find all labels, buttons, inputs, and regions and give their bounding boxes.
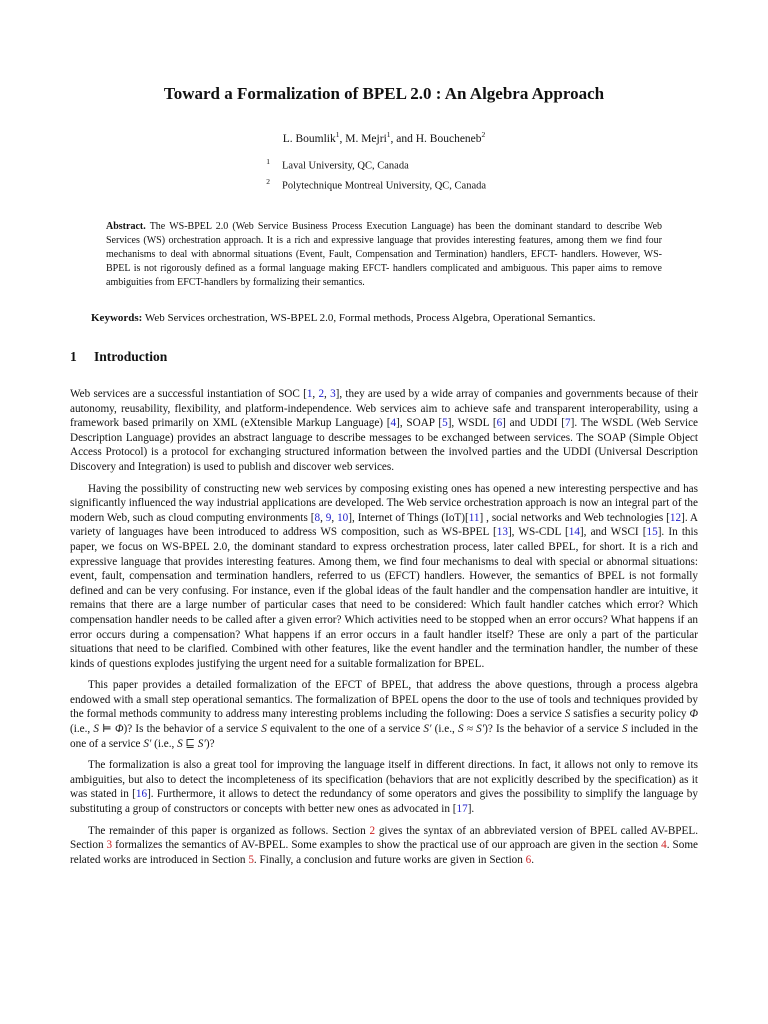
body-text: , — [324, 388, 331, 400]
citation-link[interactable]: 7 — [565, 417, 571, 430]
body-text: ] and UDDI [ — [502, 417, 566, 430]
section-link[interactable]: 6 — [525, 853, 532, 866]
author-list — [0, 130, 768, 145]
body-text: (i.e., — [70, 723, 94, 736]
paper-title: Toward a Formalization of BPEL 2.0 : An Algebra Approach — [163, 84, 605, 103]
body-text: , — [320, 511, 326, 524]
affiliation — [264, 174, 486, 194]
section-link[interactable]: 5 — [248, 853, 254, 866]
body-text: included in the one of a service — [70, 723, 698, 750]
body-text: )? Is the behavior of a service — [484, 723, 622, 736]
body-paragraph — [70, 678, 698, 751]
citation-link[interactable]: 17 — [456, 803, 468, 816]
math-symbol: S — [621, 723, 628, 736]
body-text: satisfies a security policy — [570, 708, 690, 721]
affiliation-mark: 2 — [266, 176, 270, 186]
abstract-label: Abstract. — [106, 221, 146, 232]
body-text: )? — [205, 737, 215, 750]
math-symbol: S — [261, 723, 267, 736]
body-text: ]. — [467, 803, 475, 816]
body-text: ], Internet of Things (IoT)[ — [348, 511, 469, 524]
body-text: . Finally, a conclusion and future works are given in Section — [253, 853, 526, 866]
keywords — [91, 312, 596, 324]
body-paragraph — [70, 824, 698, 868]
body-text: ], SOAP [ — [396, 417, 443, 430]
author-affiliation-mark: 1 — [335, 130, 340, 139]
citation-link[interactable]: 8 — [314, 511, 321, 524]
body-text: (i.e., — [151, 737, 178, 750]
affiliation-mark: 1 — [266, 157, 270, 166]
body-paragraph — [70, 482, 698, 672]
body-text: ], and WSCI [ — [579, 526, 647, 539]
body-text: The formalization is also a great tool for improving the language itself in different directions. In fact, it allows not only to remove its ambiguities, but also to detect the incompleteness of its specification (behaviors that are not explicitly described by the specification) as it was stated in [ — [70, 759, 698, 801]
body-text: ], WSDL [ — [447, 417, 497, 430]
body-text: , — [312, 388, 319, 400]
citation-link[interactable]: 2 — [318, 388, 325, 400]
body-text: equivalent to the one of a service — [266, 723, 424, 736]
body-paragraph — [70, 758, 698, 816]
abstract — [106, 220, 662, 290]
citation-link[interactable]: 6 — [496, 417, 503, 430]
affiliation-text: Polytechnique Montreal University, QC, Canada — [282, 180, 487, 191]
body-text: gives the syntax of an abbreviated version of BPEL called AV-BPEL. Section — [70, 824, 698, 852]
math-symbol: S′ — [423, 723, 432, 736]
citation-link[interactable]: 12 — [669, 511, 682, 524]
body-text: formalizes the semantics of AV-BPEL. Some examples to show the practical use of our approach are given in the section — [112, 839, 662, 852]
keywords-text: Web Services orchestration, WS-BPEL 2.0, Formal methods, Process Algebra, Operational Semantics. — [144, 312, 596, 324]
citation-link[interactable]: 9 — [325, 511, 332, 524]
body-text: ]. Furthermore, it allows to detect the redundancy of some operators and gives the possibility to simplify the language by substituting a group of constructors or concepts with better new ones as advocated in [ — [70, 788, 698, 816]
author-name: M. Mejri — [345, 132, 387, 145]
author-separator: , and — [390, 132, 416, 145]
citation-link[interactable]: 13 — [496, 526, 508, 539]
section-link[interactable]: 2 — [369, 824, 376, 837]
affiliation — [264, 154, 486, 174]
math-symbol: S — [564, 708, 571, 721]
citation-link[interactable]: 11 — [468, 511, 480, 524]
body-paragraph — [70, 387, 698, 475]
author-name: L. Boumlik — [282, 132, 336, 145]
body-text: (i.e., — [431, 723, 459, 736]
math-symbol: S ≈ S′ — [458, 723, 485, 736]
affiliation-list — [264, 154, 486, 193]
author-affiliation-mark: 2 — [481, 130, 486, 139]
citation-link[interactable]: 4 — [390, 417, 397, 430]
abstract-text: The WS-BPEL 2.0 (Web Service Business Process Execution Language) has been the dominant standard to describe Web Services (WS) orchestration approach. It is a rich and expressive language that provides interesting features, among them we find four mechanisms to deal with abnormal situations (Event, Fault, Compensation and Termination) handlers, EFCT- handlers. However, WS-BPEL is not rigorously defined as a formal language making EFCT- handlers complicated and ambiguous. This paper aims to remove ambiguities from EFCT-handlers by formalizing their semantics. — [106, 221, 663, 288]
body-text: ], they are used by a wide array of companies and governments because of their autonomy, reusability, flexibility, and platform-independence. Web services aim to achieve safe and transparent interoperability, using a framework based primarily on XML (eXtensible Markup Language) [ — [70, 388, 699, 430]
math-symbol: S ⊑ S′ — [177, 737, 206, 750]
author-name: H. Boucheneb — [415, 132, 482, 145]
body-text: Having the possibility of constructing new web services by composing existing ones has opened a new interesting perspective and has significantly influenced the way industrial applications are developed. The Web service orchestration approach is now an integral part of the modern Web, such as cloud computing environments [ — [70, 482, 698, 524]
body-text: ]. In this paper, we focus on WS-BPEL 2.0, the dominant standard to express orchestration process, later called BPEL, for short. It is a rich and expressive language that provides interesting features. Among them, we find four mechanisms to deal with special or abnormal situations: event, fault, compensation and termination handlers, referred to us (EFCT) handlers. However, the semantics of BPEL is not formally defined and can be very confusing. For instance, even if the global ideas of the fault handler and the compensation handler are intuitive, it remains that there are a large number of particular cases that need to be considered: Which fault handler catches which error? Which compensation handler needs to be called after a given error? Which activities need to be stopped when an error occurs? What happens if an error occurs during a compensation? What happens if an error occurs in a fault handler itself? These are only a part of the particular situations that need to be clarified. Combined with other features, like the event handler and the termination handler, the number of these kinds of questions explodes justifying the urgent need for a suitable formalization for BPEL. — [70, 526, 698, 670]
citation-link[interactable]: 3 — [330, 388, 336, 400]
math-symbol: Φ — [689, 708, 698, 721]
body-text: )? Is the behavior of a service — [123, 723, 262, 736]
section-heading — [70, 349, 167, 365]
math-symbol: S′ — [143, 737, 152, 750]
body-text: . Some related works are introduced in Section — [70, 839, 699, 866]
citation-link[interactable]: 10 — [337, 511, 349, 524]
body-text: ] , social networks and Web technologies [ — [479, 511, 670, 524]
section-title: Introduction — [94, 349, 168, 364]
citation-link[interactable]: 16 — [135, 788, 148, 801]
body-text: ]. A variety of languages have been introduced to address WS composition, such as WS-BPEL [ — [70, 511, 698, 539]
keywords-label: Keywords: — [91, 312, 143, 324]
body-text: , — [331, 511, 338, 524]
math-symbol: S ⊨ Φ — [93, 723, 124, 736]
section-body — [70, 387, 698, 874]
section-link[interactable]: 4 — [661, 839, 667, 852]
body-text: ], WS-CDL [ — [507, 526, 569, 539]
citation-link[interactable]: 15 — [646, 526, 658, 539]
body-text: ]. The WSDL (Web Service Description Language) provides an abstract language to describe messages to be exchanged between services. The SOAP (Simple Object Access Protocol) is a protocol for exchanging structured information between the involved parties and the UDDI (Universal Description Discovery and Integration) is used to publish and discover web services. — [70, 417, 699, 473]
citation-link[interactable]: 1 — [306, 388, 313, 400]
body-text: . — [531, 853, 535, 866]
author-separator: , — [339, 132, 346, 145]
author-affiliation-mark: 1 — [386, 130, 391, 139]
body-text: Web services are a successful instantiation of SOC [ — [70, 388, 307, 400]
citation-link[interactable]: 14 — [568, 526, 580, 539]
body-text: The remainder of this paper is organized as follows. Section — [88, 824, 370, 837]
section-number: 1 — [70, 349, 77, 364]
affiliation-text: Laval University, QC, Canada — [282, 160, 409, 172]
section-link[interactable]: 3 — [106, 839, 113, 852]
body-text: This paper provides a detailed formalization of the EFCT of BPEL, that address the above questions, through a process algebra endowed with a small step operational semantics. The formalization of BPEL opens the door to the use of tools and techniques provided by the formal methods community to address many interesting problems including the following: Does a service — [70, 679, 698, 721]
citation-link[interactable]: 5 — [442, 417, 448, 430]
